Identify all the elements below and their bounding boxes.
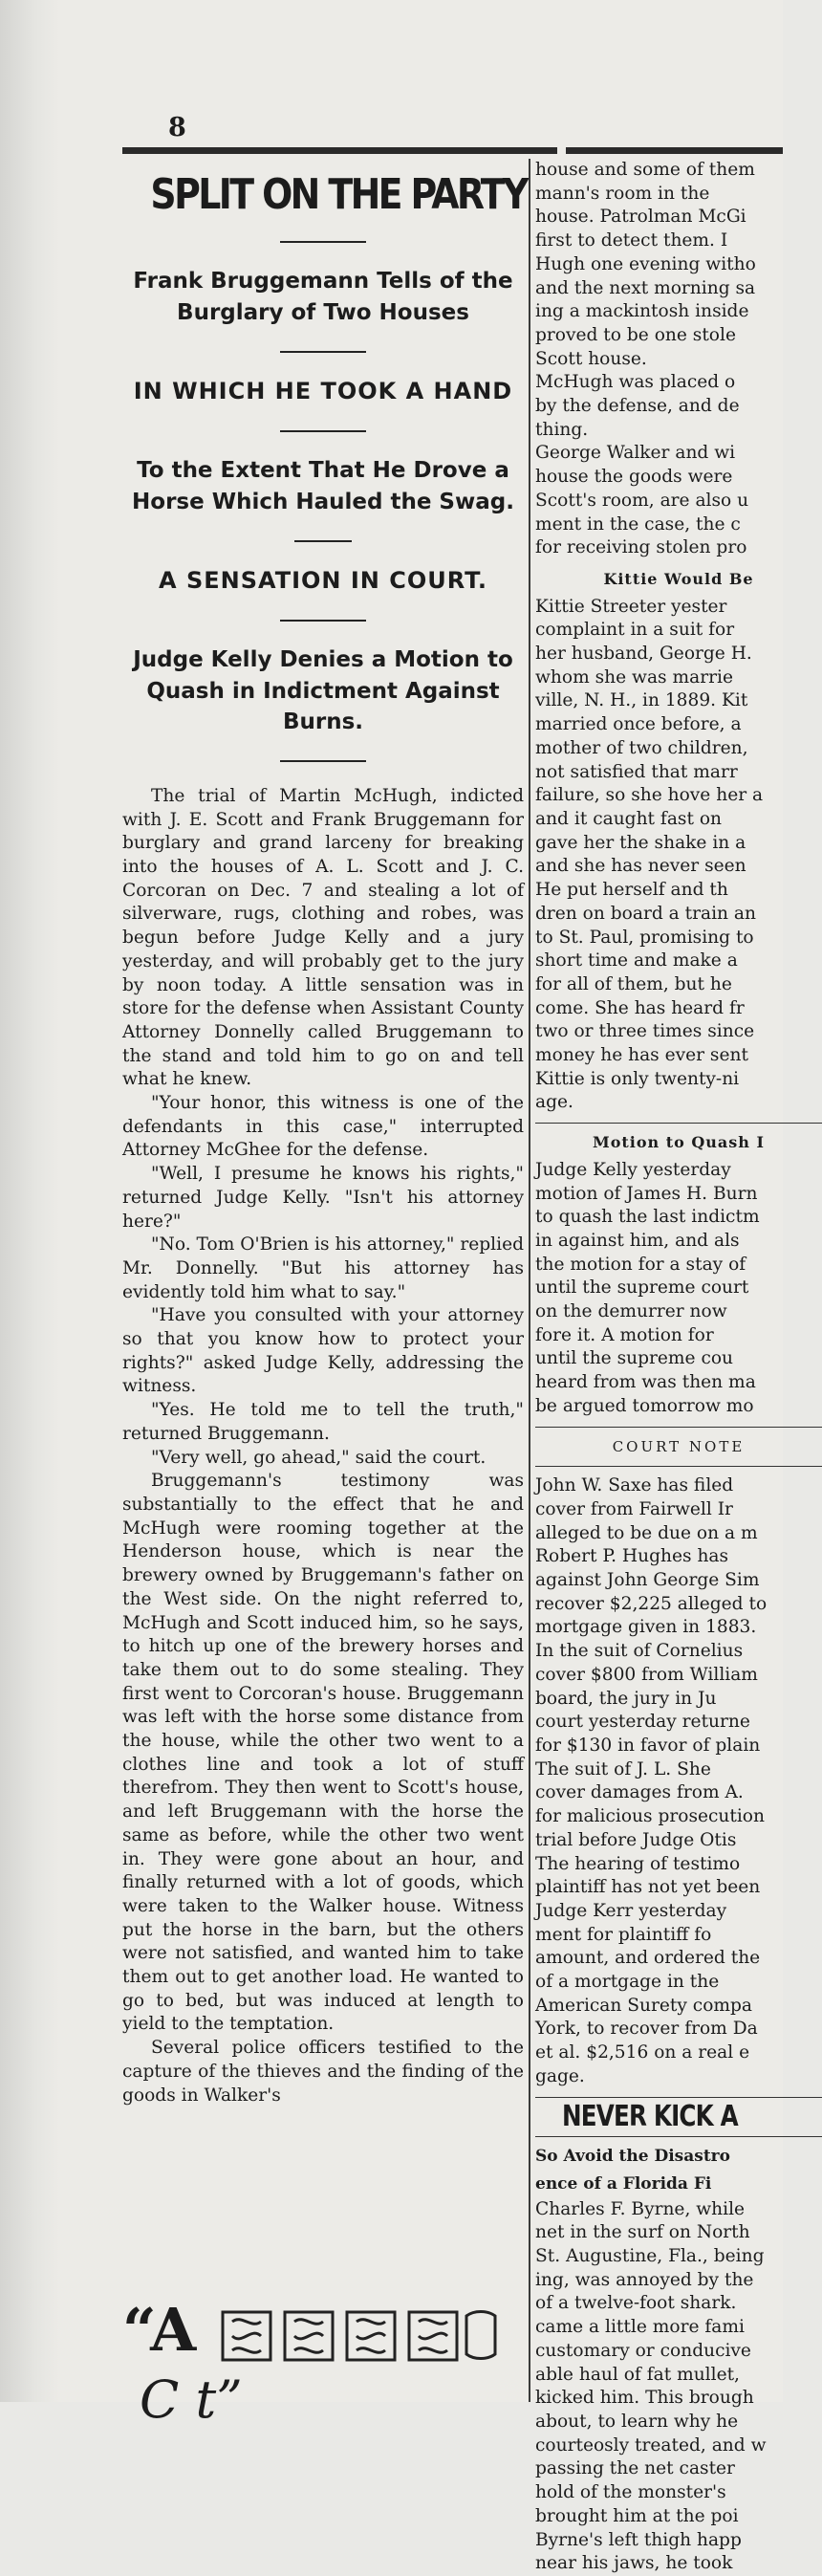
text-line: for receiving stolen pro: [535, 537, 747, 558]
paragraph: "Yes. He told me to tell the truth," returned Bruggemann.: [122, 1400, 524, 1444]
divider: [280, 241, 366, 243]
text-line: courteosly treated, and w: [535, 2434, 767, 2456]
text-line: to St. Paul, promising to: [535, 927, 754, 948]
text-line: against John George Sim: [535, 1570, 760, 1591]
text-line: hold of the monster's: [535, 2482, 726, 2503]
article-body: [122, 785, 524, 2107]
text-line: near his jaws, he took: [535, 2553, 733, 2574]
text-line: St. Augustine, Fla., being: [535, 2246, 765, 2267]
text-line: come. She has heard fr: [535, 997, 745, 1018]
subhead-disastrous: So Avoid the Disastro: [535, 2147, 730, 2167]
text-line: failure, so she hove her a: [535, 785, 764, 806]
text-line: gage.: [535, 2065, 585, 2086]
text-line: amount, and ordered the: [535, 1948, 761, 1969]
text-line: John W. Saxe has filed: [535, 1475, 734, 1496]
text-line: plaintiff has not yet been: [535, 1877, 761, 1898]
text-line: about, to learn why he: [535, 2411, 739, 2432]
text-line: mother of two children,: [535, 737, 748, 758]
divider: [280, 620, 366, 622]
text-line: Robert P. Hughes has: [535, 1546, 729, 1567]
text-line: age.: [535, 1092, 573, 1113]
text-line: thing.: [535, 419, 589, 440]
text-line: McHugh was placed o: [535, 372, 736, 393]
article-lines: [535, 1159, 822, 1419]
top-rule-left: [122, 147, 557, 154]
text-line: until the supreme court: [535, 1277, 749, 1299]
text-line: motion of James H. Burn: [535, 1183, 758, 1204]
text-line: on the demurrer now: [535, 1301, 727, 1322]
text-line: cover from Fairwell Ir: [535, 1498, 733, 1519]
text-line: brought him at the poi: [535, 2505, 739, 2526]
text-line: mortgage given in 1883.: [535, 1617, 757, 1638]
text-line: cover $800 from William: [535, 1664, 758, 1685]
text-line: Judge Kelly yesterday: [535, 1159, 731, 1180]
text-line: until the supreme cou: [535, 1348, 734, 1369]
text-line: her husband, George H.: [535, 644, 752, 665]
left-column: [122, 159, 527, 2402]
text-line: Scott's room, are also u: [535, 490, 749, 511]
text-line: first to detect them. I: [535, 230, 728, 251]
advertisement: [122, 2285, 524, 2430]
text-line: Byrne's left thigh happ: [535, 2529, 742, 2550]
text-line: Kittie is only twenty-ni: [535, 1068, 740, 1089]
subhead-motion: Motion to Quash I: [593, 1133, 765, 1152]
deck-5: Judge Kelly Denies a Motion to Quash in Indictment Against Burns.: [133, 647, 513, 734]
text-line: of a twelve-foot shark.: [535, 2293, 737, 2314]
text-line: cover damages from A.: [535, 1782, 744, 1803]
ad-lettering-2: C t”: [140, 2369, 243, 2430]
text-line: not satisfied that marr: [535, 761, 738, 782]
text-line: ville, N. H., in 1889. Kit: [535, 690, 748, 711]
paragraph: Several police officers testified to the capture of the thieves and the finding of the goods in Walker's: [122, 2038, 524, 2106]
scan-margin: [0, 0, 59, 2402]
headline: SPLIT ON THE PARTY: [150, 170, 527, 219]
right-column: [535, 159, 783, 2574]
text-line: George Walker and wi: [535, 443, 736, 464]
text-line: and the next morning sa: [535, 277, 756, 298]
text-line: and it caught fast on: [535, 808, 722, 829]
deck-1: Frank Bruggemann Tells of the Burglary of Two Houses: [133, 269, 513, 325]
text-line: whom she was marrie: [535, 666, 733, 688]
text-line: came a little more fami: [535, 2317, 745, 2338]
text-line: court yesterday returne: [535, 1712, 750, 1733]
deck-3: To the Extent That He Drove a Horse Which Hauled the Swag.: [132, 458, 514, 514]
text-line: by the defense, and de: [535, 396, 740, 417]
text-line: ing a mackintosh inside: [535, 301, 749, 322]
paragraph: "No. Tom O'Brien is his attorney," replied Mr. Donnelly. "But his attorney has evidently told him what to say.": [122, 1234, 524, 1302]
paragraph: "Very well, go ahead," said the court.: [151, 1447, 487, 1468]
article-lines: [535, 1474, 822, 2088]
ad-lettering: “A: [122, 2295, 199, 2365]
text-line: complaint in a suit for: [535, 620, 735, 641]
text-line: for $130 in favor of plain: [535, 1736, 761, 1756]
text-line: heard from was then ma: [535, 1372, 756, 1393]
text-line: be argued tomorrow mo: [535, 1395, 754, 1416]
subhead-kittie: Kittie Would Be: [603, 569, 754, 588]
text-line: fore it. A motion for: [535, 1324, 714, 1345]
column-divider: [529, 159, 530, 2402]
divider: [535, 1466, 822, 1467]
deck-2: IN WHICH HE TOOK A HAND: [133, 377, 513, 404]
headline-never-kick: NEVER KICK A: [562, 2099, 738, 2133]
text-line: Kittie Streeter yester: [535, 596, 727, 617]
text-line: and she has never seen: [535, 856, 746, 877]
text-line: He put herself and th: [535, 880, 728, 901]
text-line: Judge Kerr yesterday: [535, 1900, 727, 1921]
text-line: ing, was annoyed by the: [535, 2269, 754, 2290]
text-line: York, to recover from Da: [535, 2019, 758, 2040]
divider: [280, 760, 366, 762]
text-line: The suit of J. L. She: [535, 1758, 711, 1779]
text-line: Scott house.: [535, 348, 647, 369]
text-line: for malicious prosecution: [535, 1806, 765, 1827]
text-line: house the goods were: [535, 467, 733, 488]
text-line: dren on board a train an: [535, 903, 756, 924]
divider: [535, 2097, 822, 2098]
text-line: gave her the shake in a: [535, 832, 746, 853]
divider: [294, 540, 352, 542]
text-line: house. Patrolman McGi: [535, 207, 746, 228]
divider: [535, 2136, 822, 2137]
text-line: Charles F. Byrne, while: [535, 2198, 746, 2219]
text-line: mann's room in the: [535, 183, 710, 204]
subhead-florida: ence of a Florida Fi: [535, 2173, 712, 2194]
right-column-text: [535, 159, 822, 2576]
text-line: ment for plaintiff fo: [535, 1924, 712, 1945]
text-line: The hearing of testimo: [535, 1853, 741, 1874]
page-number: 8: [168, 113, 186, 142]
text-line: kicked him. This brough: [535, 2388, 754, 2409]
article-lines: [535, 596, 822, 1115]
paragraph: Bruggemann's testimony was substantially to the effect that he and McHugh were rooming together at the Henderson house, which is near the brewery owned by Bruggemann's father on the West side. On the night referred to, McHugh and Scott induced him, so he says, to hitch up one of the brewery horses and take them out to do some stealing. They first went to Corcoran's house. Bruggemann was left with the horse some distance from the house, while the other two went to a clothes line and took a lot of stuff therefrom. They then went to Scott's house, and left Bruggemann with the horse the same as before, while the other two went in. They were gone about an hour, and finally returned with a lot of goods, which were taken to the Walker house. Witness put the horse in the barn, but the others were not satisfied, and wanted him to take them out to get another load. He wanted to go to bed, but was induced at length to yield to the temptation.: [122, 1471, 524, 2035]
article-lines: [535, 159, 822, 560]
text-line: recover $2,225 alleged to: [535, 1593, 768, 1614]
deck-4: A SENSATION IN COURT.: [159, 566, 487, 594]
text-line: et al. $2,516 on a real e: [535, 2042, 750, 2063]
paragraph: "Well, I presume he knows his rights," returned Judge Kelly. "Isn't his attorney here?": [122, 1164, 524, 1232]
text-line: Hugh one evening witho: [535, 253, 756, 274]
text-line: trial before Judge Otis: [535, 1829, 737, 1850]
divider: [280, 351, 366, 353]
text-line: passing the net caster: [535, 2458, 735, 2479]
text-line: house and some of them: [535, 160, 755, 180]
text-line: customary or conducive: [535, 2340, 751, 2361]
divider: [280, 430, 366, 432]
divider: [535, 1427, 822, 1428]
text-line: married once before, a: [535, 714, 742, 735]
ornament-lettering-icon: [218, 2303, 505, 2369]
paragraph: The trial of Martin McHugh, indicted with J. E. Scott and Frank Bruggemann for burglary and grand larceny for breaking into the houses of A. L. Scott and J. C. Corcoran on Dec. 7 and stealing a lot of silverware, rugs, clothing and robes, was begun before Judge Kelly and a jury yesterday, and will probably get to the jury by noon today. A little sensation was in store for the defense when Assistant County Attorney Donnelly called Bruggemann to the stand and told him to go on and tell what he knew.: [122, 785, 524, 1090]
text-line: American Surety compa: [535, 1995, 753, 2016]
text-line: net in the surf on North: [535, 2222, 750, 2243]
text-line: proved to be one stole: [535, 324, 736, 345]
text-line: In the suit of Cornelius: [535, 1641, 744, 1662]
court-notes-heading: COURT NOTE: [612, 1437, 746, 1455]
paragraph: "Your honor, this witness is one of the defendants in this case," interrupted Attorney McGhee for the defense.: [122, 1093, 524, 1161]
text-line: in against him, and als: [535, 1230, 740, 1251]
article-lines: [535, 2198, 822, 2576]
text-line: to quash the last indictm: [535, 1207, 760, 1228]
text-line: ment in the case, the c: [535, 513, 741, 535]
text-line: of a mortgage in the: [535, 1972, 720, 1993]
divider: [535, 1123, 822, 1124]
text-line: for all of them, but he: [535, 973, 732, 994]
paragraph: "Have you consulted with your attorney so that you know how to protect your rights?" asked Judge Kelly, addressing the witness.: [122, 1305, 524, 1397]
text-line: short time and make a: [535, 950, 738, 971]
text-line: board, the jury in Ju: [535, 1688, 717, 1709]
text-line: alleged to be due on a m: [535, 1522, 758, 1543]
text-line: money he has ever sent: [535, 1045, 748, 1066]
text-line: able haul of fat mullet,: [535, 2364, 740, 2385]
text-line: two or three times since: [535, 1021, 755, 1042]
text-line: the motion for a stay of: [535, 1254, 746, 1275]
top-rule-right: [566, 147, 783, 154]
